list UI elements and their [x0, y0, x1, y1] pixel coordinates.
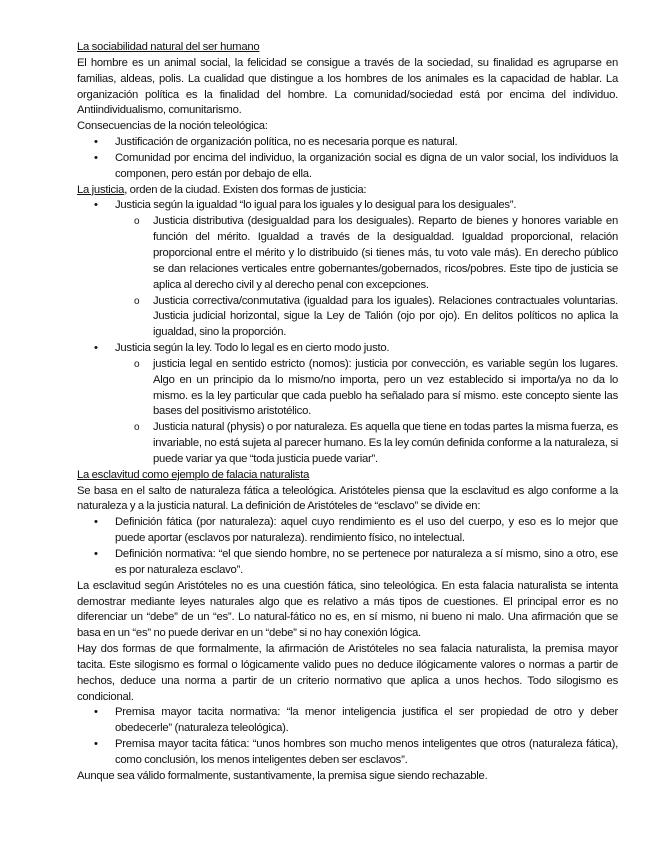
consequences-label: Consecuencias de la noción teleológica: — [77, 120, 268, 133]
list-item: • Premisa mayor tacita fática: “unos hombres son mucho menos inteligentes que otros (naturaleza fática), como conclusión, los menos inteligentes deben ser esclavos”. — [115, 737, 618, 769]
document-page — [77, 40, 618, 785]
heading-rest: , orden de la ciudad. Existen dos formas de justicia: — [124, 183, 367, 196]
premises-list — [77, 705, 618, 768]
section-heading-sociabilidad — [77, 40, 618, 56]
list-item-label: Justicia según la ley. Todo lo legal es en cierto modo justo. — [115, 342, 390, 355]
section-heading-esclavitud — [77, 468, 618, 484]
sublist-item: o justicia legal en sentido estricto (nomos): justicia por convección, es variable según los lugares. Algo en un principio da lo mismo/no importa, pero un vez establecido si importa/ya no da lo mismo. es la ley particular que cada pueblo ha señalado para sí mismo. este concepto siente las bases del positivismo aristotélico. — [153, 357, 618, 420]
heading-text: La justicia — [77, 183, 125, 196]
list-item-igualdad — [115, 198, 618, 341]
sublist-item: o Justicia correctiva/conmutativa (igualdad para los iguales). Relaciones contractuales voluntarias. Justicia judicial horizontal, sigue la Ley de Talión (ojo por ojo). En delitos políticos no aplica la igualdad, sino la proporción. — [153, 294, 618, 342]
paragraph-esclavitud-1: Se basa en el salto de naturaleza fática a teleológica. Aristóteles piensa que la esclavitud es algo conforme a la naturaleza y a la justicia natural. La definición de Aristóteles de “esclavo” se divide en: — [77, 484, 618, 513]
sublist-igualdad — [115, 214, 618, 341]
list-item-label: Justicia según la igualdad “lo igual para los iguales y lo desigual para los desiguales”. — [115, 199, 517, 212]
consequences-list — [77, 135, 618, 183]
heading-text: La sociabilidad natural del ser humano — [77, 41, 260, 53]
definitions-list — [77, 515, 618, 578]
sublist-item: o Justicia natural (physis) o por naturaleza. Es aquella que tiene en todas partes la misma fuerza, es invariable, no está sujeta al parecer humano. Es la ley común definida conforme a la naturaleza, si puede variar ya que “toda justicia puede variar”. — [153, 420, 618, 468]
list-item: • Premisa mayor tacita normativa: “la menor inteligencia justifica el ser propiedad de otro y deber obedecerle” (naturaleza teleológica). — [115, 705, 618, 737]
paragraph-esclavitud-2: La esclavitud según Aristóteles no es una cuestión fática, sino teleológica. En esta falacia naturalista se intenta demostrar mediante leyes naturales algo que es relativo a más tipos de cuestiones. El principal error es no diferenciar un “debe” de un “es”. Lo natural-fático no es, en sí mismo, ni bueno ni malo. Una afirmación que se basa en un “es” no puede derivar en un “debe” si no hay conexión lógica. — [77, 579, 618, 640]
closing-sentence: Aunque sea válido formalmente, sustantivamente, la premisa sigue siendo rechazable. — [77, 769, 488, 782]
list-item: • Justificación de organización política, no es necesaria porque es natural. — [115, 135, 618, 151]
justice-forms-list — [77, 198, 618, 467]
list-item: • Definición fática (por naturaleza): aquel cuyo rendimiento es el uso del cuerpo, y eso es lo mejor que puede aportar (esclavos por naturaleza). rendimiento físico, no intelectual. — [115, 515, 618, 547]
list-item-ley — [115, 341, 618, 468]
sublist-item: o Justicia distributiva (desigualdad para los desiguales). Reparto de bienes y honores variable en función del mérito. Igualdad a través de la desigualdad. Igualdad proporcional, relación proporcional entre el mérito y lo distribuido (si tienes más, tu voto vale más). En derecho público se dan relaciones verticales entre gobernantes/gobernados, ricos/pobres. Este tipo de justicia se aplica al derecho civil y al derecho penal con excepciones. — [153, 214, 618, 293]
sublist-ley — [115, 357, 618, 468]
heading-text: La esclavitud como ejemplo de falacia naturalista — [77, 468, 310, 481]
section-heading-justicia — [77, 183, 618, 199]
paragraph-esclavitud-3: Hay dos formas de que formalmente, la afirmación de Aristóteles no sea falacia naturalista, la premisa mayor tacita. Este silogismo es formal o lógicamente valido pues no deduce ilógicamente valores o normas a partir de hechos, deduce una norma a partir de un criterio normativo que aplica a unos hechos. Todo silogismo es condicional. — [77, 643, 618, 703]
paragraph-sociabilidad: El hombre es un animal social, la felicidad se consigue a través de la sociedad, su finalidad es agruparse en familias, aldeas, polis. La cualidad que distingue a los hombres de los animales es la capacidad de hablar. La organización política es la finalidad del hombre. La comunidad/sociedad está por encima del individuo. Antiindividualismo, comunitarismo. — [77, 56, 618, 117]
list-item: • Definición normativa: “el que siendo hombre, no se pertenece por naturaleza a sí mismo, sino a otro, ese es por naturaleza esclavo”. — [115, 547, 618, 579]
list-item: • Comunidad por encima del individuo, la organización social es digna de un valor social, los individuos la componen, pero están por debajo de ella. — [115, 151, 618, 183]
